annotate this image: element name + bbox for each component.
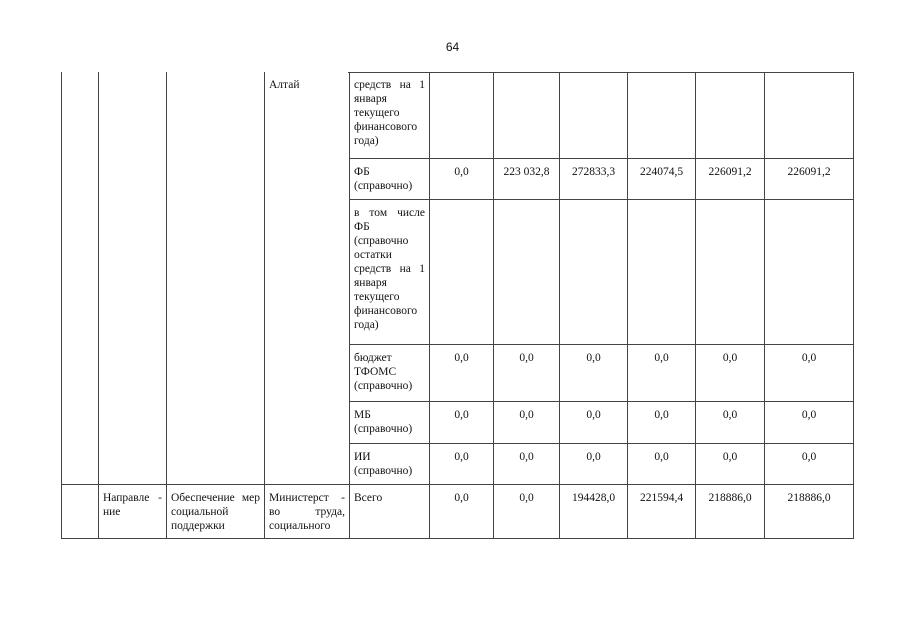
value-cell: 218886,0 bbox=[696, 484, 765, 538]
value-cell: 0,0 bbox=[765, 443, 854, 484]
value-cell: 0,0 bbox=[696, 344, 765, 401]
value-cell bbox=[628, 199, 696, 344]
value-cell: 0,0 bbox=[494, 443, 560, 484]
value-cell: 0,0 bbox=[430, 401, 494, 443]
table-top-border bbox=[348, 72, 853, 73]
table-row bbox=[62, 484, 854, 538]
source-cell: бюджет ТФОМС (справочно) bbox=[350, 344, 430, 401]
value-cell bbox=[765, 199, 854, 344]
value-cell: 0,0 bbox=[765, 401, 854, 443]
value-cell bbox=[560, 72, 628, 158]
cell-col1 bbox=[62, 484, 99, 538]
value-cell: 0,0 bbox=[494, 484, 560, 538]
page-number: 64 bbox=[445, 40, 460, 54]
cell-col4: Алтай bbox=[265, 72, 350, 484]
value-cell: 221594,4 bbox=[628, 484, 696, 538]
value-cell: 0,0 bbox=[430, 443, 494, 484]
cell-col2: Направле - ние bbox=[99, 484, 167, 538]
value-cell: 0,0 bbox=[765, 344, 854, 401]
value-cell: 224074,5 bbox=[628, 158, 696, 199]
value-cell bbox=[628, 72, 696, 158]
cell-col3 bbox=[167, 72, 265, 484]
value-cell: 226091,2 bbox=[696, 158, 765, 199]
value-cell: 226091,2 bbox=[765, 158, 854, 199]
value-cell: 0,0 bbox=[494, 401, 560, 443]
cell-col3: Обеспечение мер социальной поддержки bbox=[167, 484, 265, 538]
budget-table bbox=[61, 72, 854, 539]
source-cell: средств на 1 января текущего финансового года) bbox=[350, 72, 430, 158]
value-cell: 0,0 bbox=[560, 443, 628, 484]
value-cell: 194428,0 bbox=[560, 484, 628, 538]
value-cell: 0,0 bbox=[696, 401, 765, 443]
cell-col4: Министерст - во труда, социального bbox=[265, 484, 350, 538]
cell-col1 bbox=[62, 72, 99, 484]
value-cell: 223 032,8 bbox=[494, 158, 560, 199]
value-cell bbox=[430, 199, 494, 344]
value-cell: 0,0 bbox=[430, 484, 494, 538]
cell-col2 bbox=[99, 72, 167, 484]
value-cell: 0,0 bbox=[560, 401, 628, 443]
value-cell bbox=[430, 72, 494, 158]
value-cell: 0,0 bbox=[560, 344, 628, 401]
value-cell: 0,0 bbox=[628, 443, 696, 484]
value-cell: 0,0 bbox=[430, 158, 494, 199]
value-cell bbox=[494, 199, 560, 344]
value-cell bbox=[494, 72, 560, 158]
source-cell: Всего bbox=[350, 484, 430, 538]
table-row bbox=[62, 72, 854, 158]
value-cell: 0,0 bbox=[628, 344, 696, 401]
value-cell bbox=[765, 72, 854, 158]
value-cell: 0,0 bbox=[430, 344, 494, 401]
value-cell: 272833,3 bbox=[560, 158, 628, 199]
value-cell: 0,0 bbox=[628, 401, 696, 443]
value-cell: 0,0 bbox=[494, 344, 560, 401]
source-cell: в том числе ФБ (справочно остатки средств на 1 января текущего финансового года) bbox=[350, 199, 430, 344]
value-cell bbox=[696, 199, 765, 344]
source-cell: МБ (справочно) bbox=[350, 401, 430, 443]
value-cell bbox=[696, 72, 765, 158]
source-cell: ФБ (справочно) bbox=[350, 158, 430, 199]
value-cell: 218886,0 bbox=[765, 484, 854, 538]
value-cell bbox=[560, 199, 628, 344]
value-cell: 0,0 bbox=[696, 443, 765, 484]
source-cell: ИИ (справочно) bbox=[350, 443, 430, 484]
